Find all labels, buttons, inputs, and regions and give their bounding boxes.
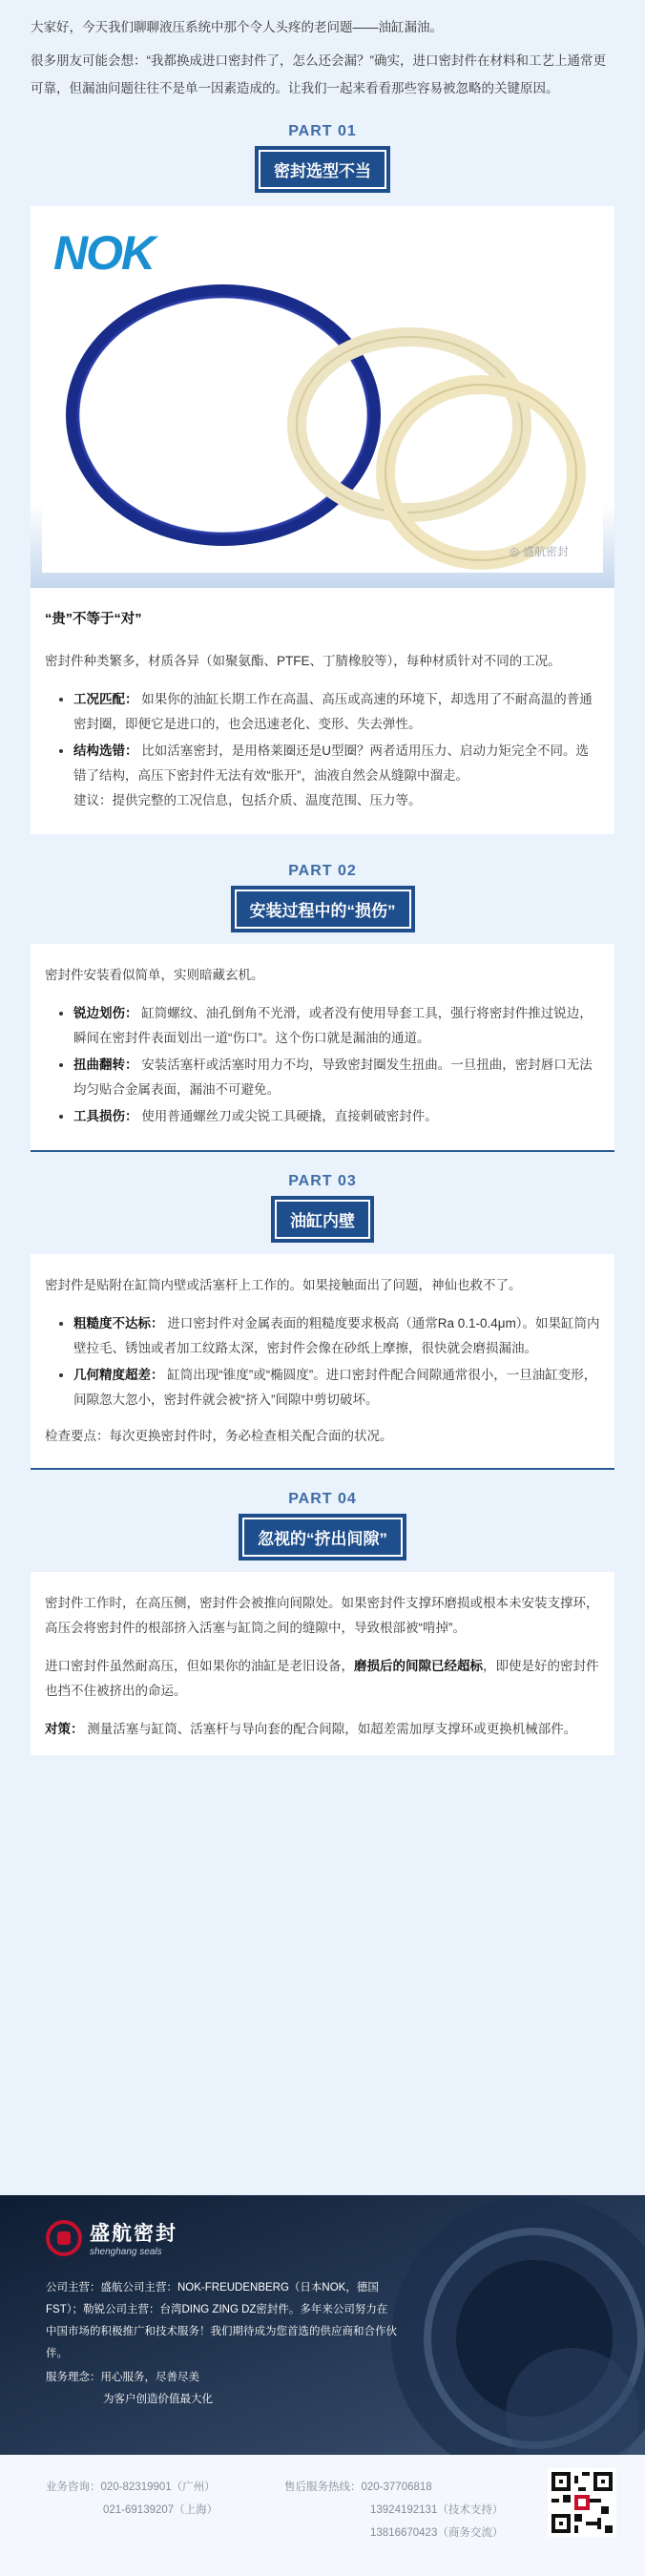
part1-label: PART 01 <box>288 123 357 139</box>
list-item: • 几何精度超差： 缸筒出现“锥度”或“椭圆度”。进口密封件配合间隙通常很小，一旦油缸变形，间隙忽大忽小，密封件就会被“挤入”间隙中剪切破坏。 <box>73 1363 600 1413</box>
part2-card <box>31 944 614 1152</box>
qr-code-icon[interactable] <box>548 2468 616 2537</box>
wechat-watermark-icon: ◎ <box>510 545 523 558</box>
part2-header <box>0 863 645 932</box>
list-item: • 工况匹配： 如果你的油缸长期工作在高温、高压或高速的环境下，却选用了不耐高温的普通密封圈，即便它是进口的，也会迅速老化、变形、失去弹性。 <box>73 687 600 737</box>
part4-countermeasure: 对策： 测量活塞与缸筒、活塞杆与导向套的配合间隙，如超差需加厚支撑环或更换机械部件。 <box>45 1722 577 1736</box>
footer-logo-en: shenghang seals <box>90 2247 162 2257</box>
part3-list <box>45 1311 600 1413</box>
part2-paragraph: 密封件安装看似简单，实则暗藏玄机。 <box>45 968 264 982</box>
part1-heading: “贵”不等于“对” <box>45 612 142 627</box>
part3-paragraph: 密封件是贴附在缸筒内壁或活塞杆上工作的。如果接触面出了问题，神仙也救不了。 <box>45 1278 522 1292</box>
part1-advice: 建议：提供完整的工况信息，包括介质、温度范围、压力等。 <box>73 793 422 807</box>
list-item: • 粗糙度不达标： 进口密封件对金属表面的粗糙度要求极高（通常Ra 0.1-0.4μm）。如果缸筒内壁拉毛、锈蚀或者加工纹路太深，密封件会像在砂纸上摩擦，很快就会磨损漏油。 <box>73 1311 600 1361</box>
business-consult: 业务咨询：020-82319901（广州） 021-69139207（上海） <box>46 2482 218 2516</box>
part2-title: 安装过程中的“损伤” <box>231 886 415 932</box>
part4-card <box>31 1572 614 1755</box>
intro <box>0 0 645 102</box>
part1-header <box>0 123 645 193</box>
intro-paragraph-1: 大家好，今天我们聊聊液压系统中那个令人头疼的老问题——油缸漏油。 <box>31 20 443 34</box>
part1-title: 密封选型不当 <box>255 146 390 193</box>
wechat-watermark: ◎ 盛航密封 <box>510 545 569 558</box>
o-ring-blue-image <box>73 291 374 539</box>
footer-motto: 服务理念：用心服务，尽善尽美 为客户创造价值最大化 <box>46 2372 213 2405</box>
footer-business: 公司主营：盛航公司主营：NOK-FREUDENBERG（日本NOK，德国FST）；勒锐公司主营：台湾DING ZING DZ密封件。多年来公司努力在中国市场的积极推广和技术服务！我们期待成为您首选的供应商和合作伙伴。 <box>46 2282 397 2359</box>
part1-paragraph: 密封件种类繁多，材质各异（如聚氨酯、PTFE、丁腈橡胶等），每种材质针对不同的工况。 <box>45 654 561 668</box>
part3-card <box>31 1254 614 1470</box>
part3-title: 油缸内壁 <box>271 1196 374 1243</box>
shenghang-logo-icon <box>46 2220 82 2256</box>
part3-header <box>0 1173 645 1243</box>
part2-list <box>45 1001 600 1129</box>
part4-header <box>0 1491 645 1560</box>
seal-product-image <box>42 220 603 573</box>
part2-label: PART 02 <box>288 863 357 879</box>
list-item: • 结构选错： 比如活塞密封，是用格莱圈还是U型圈？两者适用压力、启动力矩完全不同。选错了结构，高压下密封件无法有效“胀开”，油液自然会从缝隙中溜走。 建议：提供完整的工况信息，包括介质、温度范围、压力等。 <box>73 739 600 813</box>
part1-list <box>45 687 600 813</box>
footer-logo-cn: 盛航密封 <box>90 2223 177 2245</box>
after-sales-hotline: 售后服务热线：020-37706818 13924192131（技术支持） 13816670423（商务交流） <box>284 2482 504 2539</box>
part4-title: 忽视的“挤出间隙” <box>239 1514 406 1560</box>
part4-paragraph-2: 进口密封件虽然耐高压，但如果你的油缸是老旧设备，磨损后的间隙已经超标，即使是好的密封件也挡不住被挤出的命运。 <box>45 1659 599 1698</box>
footer-logo <box>46 2218 177 2257</box>
intro-paragraph-2: 很多朋友可能会想：“我都换成进口密封件了，怎么还会漏？”确实，进口密封件在材料和工艺上通常更可靠，但漏油问题往往不是单一因素造成的。让我们一起来看看那些容易被忽略的关键原因。 <box>31 53 606 95</box>
seal-image-frame <box>31 206 614 588</box>
part4-label: PART 04 <box>288 1491 357 1507</box>
list-item: • 扭曲翻转： 安装活塞杆或活塞时用力不均，导致密封圈发生扭曲。一旦扭曲，密封唇口无法均匀贴合金属表面，漏油不可避免。 <box>73 1053 600 1102</box>
list-item: • 工具损伤： 使用普通螺丝刀或尖锐工具硬撬，直接刺破密封件。 <box>73 1104 600 1129</box>
part4-paragraph-1: 密封件工作时，在高压侧，密封件会被推向间隙处。如果密封件支撑环磨损或根本未安装支撑环，高压会将密封件的根部挤入活塞与缸筒之间的缝隙中，导致根部被“啃掉”。 <box>45 1596 599 1635</box>
contact-bar <box>0 2455 645 2576</box>
nok-logo: NOK <box>53 226 155 280</box>
list-item: • 锐边划伤： 缸筒螺纹、油孔倒角不光滑，或者没有使用导套工具，强行将密封件推过锐边，瞬间在密封件表面划出一道“伤口”。这个伤口就是漏油的通道。 <box>73 1001 600 1051</box>
part3-check-point: 检查要点：每次更换密封件时，务必检查相关配合面的状况。 <box>45 1429 393 1443</box>
part1-card <box>31 588 614 834</box>
part3-label: PART 03 <box>288 1173 357 1189</box>
company-footer <box>0 2195 645 2576</box>
